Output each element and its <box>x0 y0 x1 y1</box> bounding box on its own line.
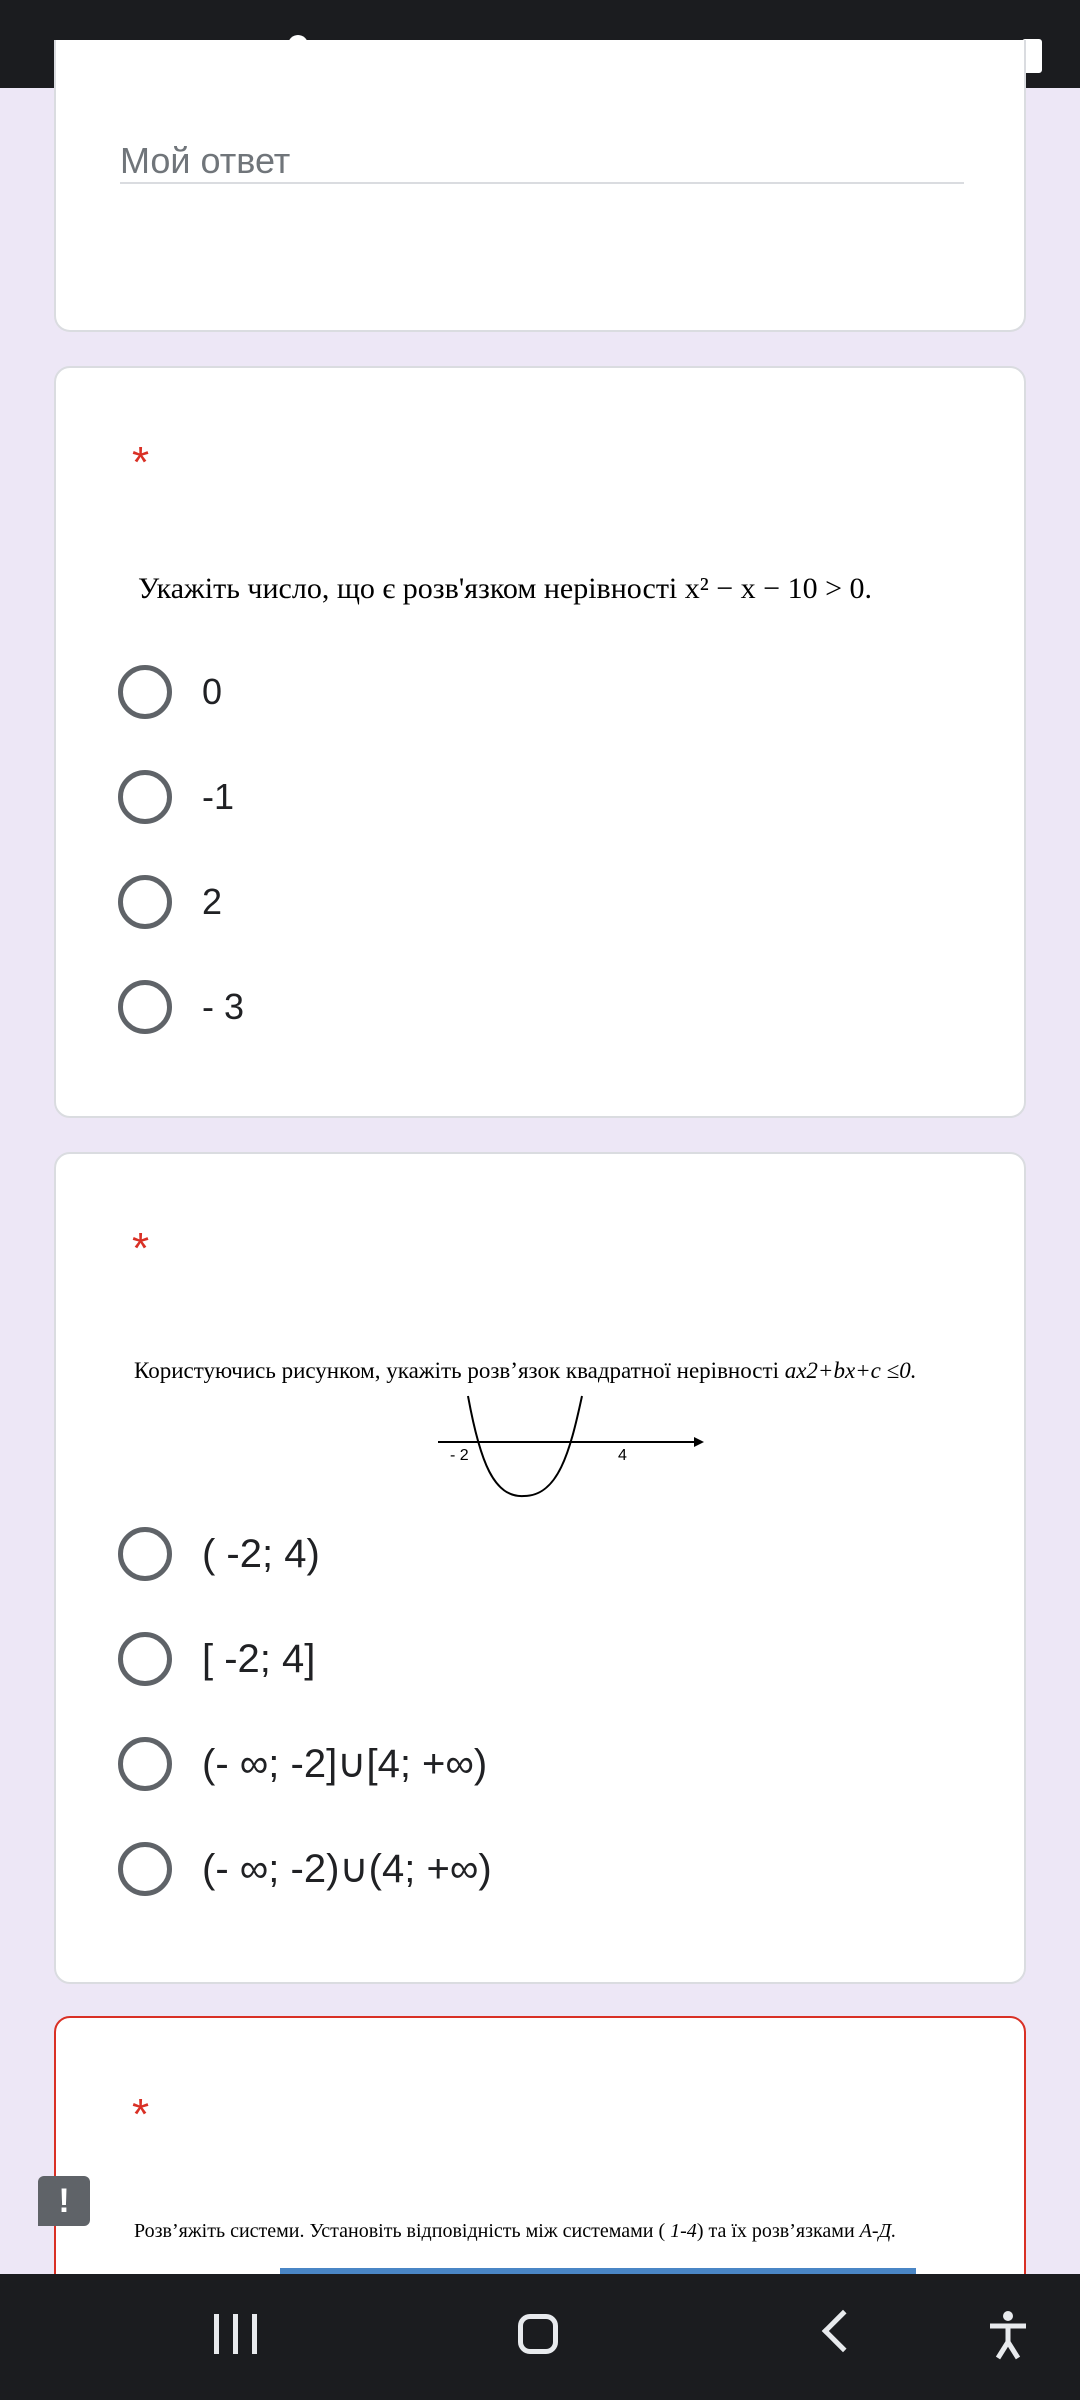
option-radio-4[interactable] <box>118 977 244 1037</box>
option-label: ( -2; 4) <box>202 1531 320 1576</box>
option-radio-1[interactable] <box>118 1524 320 1584</box>
question-text-range: 1-4 <box>670 2220 697 2242</box>
option-label: -1 <box>202 776 235 817</box>
back-button[interactable] <box>822 2310 864 2352</box>
radio-icon[interactable] <box>118 1842 172 1896</box>
option-radio-3[interactable] <box>118 1734 487 1794</box>
radio-icon[interactable] <box>118 1737 172 1791</box>
answer-input[interactable]: Мой ответ <box>120 140 964 184</box>
question-text-answers: А-Д. <box>859 2220 897 2242</box>
option-label: 2 <box>202 881 223 922</box>
question-text: Укажіть число, що є розв'язком нерівності x² − x − 10 > 0. <box>138 572 873 605</box>
question-formula: ax2+bx+c ≤0. <box>784 1358 917 1383</box>
previous-question-card <box>54 40 1026 332</box>
option-label: [ -2; 4] <box>202 1636 316 1681</box>
question-card-2 <box>54 1152 1026 1984</box>
option-radio-2[interactable] <box>118 1629 315 1689</box>
parabola-figure <box>432 1392 716 1502</box>
required-mark: * <box>132 2090 150 2139</box>
option-label: - 3 <box>202 986 245 1027</box>
radio-icon[interactable] <box>118 980 172 1034</box>
option-radio-3[interactable] <box>118 872 222 932</box>
required-mark: * <box>132 438 150 487</box>
recent-apps-button[interactable] <box>214 2314 257 2354</box>
question-text-part-1: Розв’яжіть системи. Установіть відповідність між системами ( <box>134 2220 671 2242</box>
question-text <box>134 1358 917 1384</box>
radio-icon[interactable] <box>118 875 172 929</box>
label-right: 4 <box>618 1447 627 1464</box>
home-button[interactable] <box>518 2314 558 2354</box>
radio-icon[interactable] <box>118 1632 172 1686</box>
question-text-main: Користуючись рисунком, укажіть розв’язок квадратної нерівності <box>134 1358 785 1383</box>
radio-icon[interactable] <box>118 770 172 824</box>
question-card-1 <box>54 366 1026 1118</box>
option-label: (- ∞; -2]∪[4; +∞) <box>202 1742 488 1786</box>
parabola-curve <box>468 1396 582 1496</box>
option-label: (- ∞; -2)∪(4; +∞) <box>202 1847 492 1891</box>
x-axis-arrow <box>694 1437 704 1447</box>
required-mark: * <box>132 1224 150 1273</box>
option-radio-4[interactable] <box>118 1839 492 1899</box>
question-card-3 <box>54 2016 1026 2316</box>
question-text <box>134 2220 896 2243</box>
radio-icon[interactable] <box>118 1527 172 1581</box>
option-radio-2[interactable] <box>118 767 234 827</box>
navigation-bar <box>0 2274 1080 2400</box>
question-text-part-2: ) та їх розв’язками <box>696 2220 860 2242</box>
radio-icon[interactable] <box>118 665 172 719</box>
feedback-button[interactable]: ! <box>38 2176 90 2226</box>
accessibility-icon[interactable] <box>988 2310 1028 2360</box>
option-radio-1[interactable] <box>118 662 222 722</box>
label-left: - 2 <box>450 1447 469 1464</box>
option-label: 0 <box>202 671 223 712</box>
